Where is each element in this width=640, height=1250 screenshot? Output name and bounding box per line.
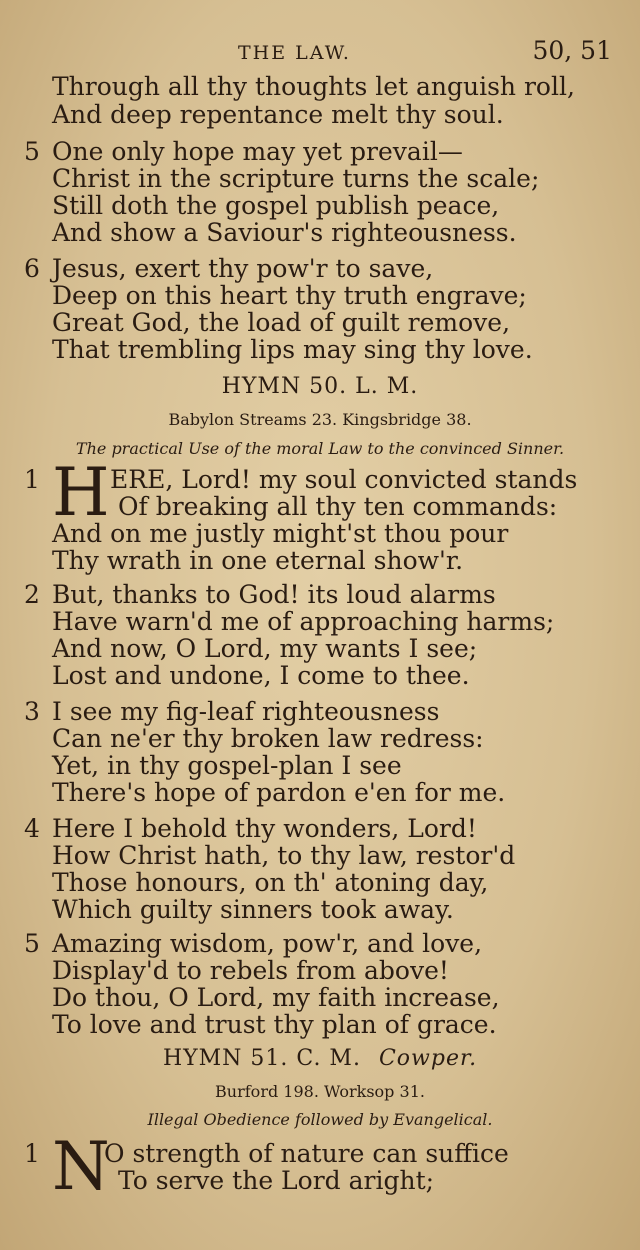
stanza-number: 3	[24, 697, 40, 726]
verse-line: O strength of nature can suffice	[104, 1139, 509, 1168]
verse-line: ERE, Lord! my soul convicted stands	[110, 465, 578, 494]
drop-capital: N	[52, 1128, 110, 1205]
verse-line: Amazing wisdom, pow'r, and love,	[52, 929, 483, 958]
verse-line: And on me justly might'st thou pour	[52, 519, 509, 548]
verse-line: One only hope may yet prevail—	[52, 137, 463, 166]
running-title: THE LAW.	[238, 42, 351, 64]
verse-line: There's hope of pardon e'en for me.	[52, 778, 506, 807]
verse-line: Can ne'er thy broken law redress:	[52, 724, 484, 753]
verse-line: And now, O Lord, my wants I see;	[52, 634, 478, 663]
verse-line: And deep repentance melt thy soul.	[52, 100, 504, 129]
verse-line: Still doth the gospel publish peace,	[52, 191, 500, 220]
drop-capital: H	[52, 454, 110, 531]
verse-line: Those honours, on th' atoning day,	[52, 868, 489, 897]
stanza-number: 6	[24, 254, 40, 283]
verse-line: Through all thy thoughts let anguish roll,	[52, 72, 575, 101]
hymn-subject: The practical Use of the moral Law to the convinced Sinner.	[75, 439, 565, 458]
verse-line: I see my fig-leaf righteousness	[52, 697, 440, 726]
verse-line: To serve the Lord aright;	[118, 1166, 435, 1195]
verse-line: To love and trust thy plan of grace.	[52, 1010, 497, 1039]
hymn-title	[0, 1046, 640, 1071]
verse-line: How Christ hath, to thy law, restor'd	[52, 841, 516, 870]
verse-line: Deep on this heart thy truth engrave;	[52, 281, 527, 310]
verse-line: Have warn'd me of approaching harms;	[52, 607, 555, 636]
verse-line: Christ in the scripture turns the scale;	[52, 164, 540, 193]
verse-line: Lost and undone, I come to thee.	[52, 661, 470, 690]
verse-line: Great God, the load of guilt remove,	[52, 308, 511, 337]
verse-line: Of breaking all thy ten commands:	[118, 492, 558, 521]
verse-line: But, thanks to God! its loud alarms	[52, 580, 496, 609]
verse-line: And show a Saviour's righteousness.	[52, 218, 517, 247]
stanza-number: 1	[24, 465, 40, 494]
verse-line: Display'd to rebels from above!	[52, 956, 449, 985]
verse-line: That trembling lips may sing thy love.	[52, 335, 533, 364]
stanza-number: 5	[24, 137, 40, 166]
verse-line: Which guilty sinners took away.	[52, 895, 454, 924]
stanza-number: 4	[24, 814, 40, 843]
tune-references: Burford 198. Worksop 31.	[215, 1082, 425, 1101]
tune-references: Babylon Streams 23. Kingsbridge 38.	[168, 410, 472, 429]
stanza-number: 2	[24, 580, 40, 609]
verse-line: Yet, in thy gospel-plan I see	[52, 751, 402, 780]
stanza-number: 5	[24, 929, 40, 958]
hymn-subject: Illegal Obedience followed by Evangelical.	[147, 1110, 493, 1129]
hymn-title: HYMN 50. L. M.	[221, 374, 419, 399]
page-numbers: 50, 51	[532, 36, 612, 65]
hymn-author: Cowper.	[378, 1046, 478, 1071]
verse-line: Do thou, O Lord, my faith increase,	[52, 983, 500, 1012]
stanza-number: 1	[24, 1139, 40, 1168]
verse-line: Jesus, exert thy pow'r to save,	[52, 254, 434, 283]
hymn-number-meter: HYMN 51. C. M.	[162, 1046, 361, 1071]
verse-line: Here I behold thy wonders, Lord!	[52, 814, 477, 843]
page-header	[0, 36, 640, 66]
verse-line: Thy wrath in one eternal show'r.	[52, 546, 464, 575]
